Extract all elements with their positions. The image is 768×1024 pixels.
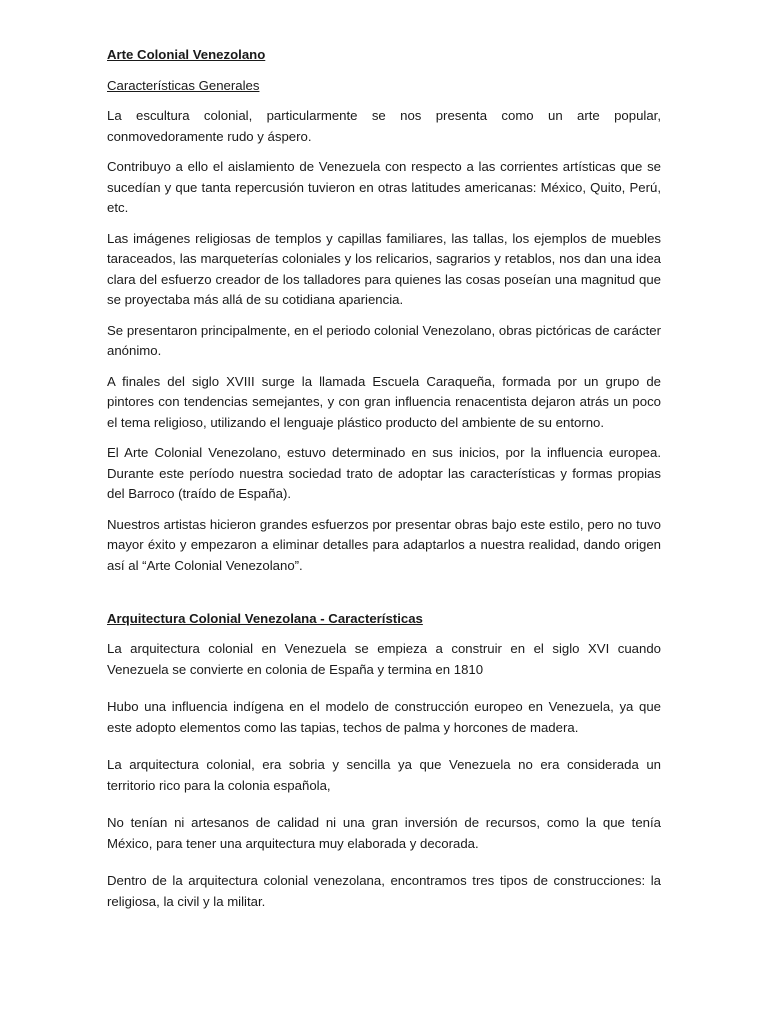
section-title-arte-colonial: Arte Colonial Venezolano: [107, 47, 266, 62]
paragraph: El Arte Colonial Venezolano, estuvo determinado en sus inicios, por la influencia europea. Durante este período nuestra sociedad trato de adoptar las características y formas propias del Barroco (traído de España).: [107, 445, 661, 501]
document-page: [107, 44, 661, 912]
paragraph: Las imágenes religiosas de templos y capillas familiares, las tallas, los ejemplos de muebles taraceados, las marqueterías coloniales y los relicarios, sagrarios y retablos, nos dan una idea clara del esfuerzo creador de los talladores para quienes las cosas poseían una magnitud que se proyectaba más allá de su cotidiana apariencia.: [107, 230, 661, 307]
section-title-arquitectura: Arquitectura Colonial Venezolana - Características: [107, 611, 423, 626]
paragraph: Nuestros artistas hicieron grandes esfuerzos por presentar obras bajo este estilo, pero no tuvo mayor éxito y empezaron a eliminar detalles para adaptarlos a nuestra realidad, dando origen así al “Arte Colonial Venezolano”.: [107, 516, 661, 573]
paragraph: Hubo una influencia indígena en el modelo de construcción europeo en Venezuela, ya que este adopto elementos como las tapias, techos de palma y horcones de madera.: [107, 699, 661, 735]
paragraph: Se presentaron principalmente, en el periodo colonial Venezolano, obras pictóricas de carácter anónimo.: [107, 322, 661, 358]
section-subtitle-caracteristicas: Características Generales: [107, 78, 260, 93]
paragraph: Contribuyo a ello el aislamiento de Venezuela con respecto a las corrientes artísticas que se sucedían y que tanta repercusión tuvieron en otras latitudes americanas: México, Quito, Perú, etc.: [107, 159, 661, 215]
paragraph: La escultura colonial, particularmente se nos presenta como un arte popular, conmovedoramente rudo y áspero.: [107, 108, 661, 144]
paragraph: Dentro de la arquitectura colonial venezolana, encontramos tres tipos de construcciones: la religiosa, la civil y la militar.: [107, 873, 661, 909]
paragraph: La arquitectura colonial en Venezuela se empieza a construir en el siglo XVI cuando Venezuela se convierte en colonia de España y termina en 1810: [107, 641, 661, 677]
paragraph: No tenían ni artesanos de calidad ni una gran inversión de recursos, como la que tenía México, para tener una arquitectura muy elaborada y decorada.: [107, 815, 661, 851]
paragraph: La arquitectura colonial, era sobria y sencilla ya que Venezuela no era considerada un territorio rico para la colonia española,: [107, 757, 661, 793]
paragraph: A finales del siglo XVIII surge la llamada Escuela Caraqueña, formada por un grupo de pintores con tendencias semejantes, y con gran influencia renacentista dejaron atrás un poco el tema religioso, utilizando el lenguaje plástico producto del ambiente de su entorno.: [107, 373, 661, 430]
